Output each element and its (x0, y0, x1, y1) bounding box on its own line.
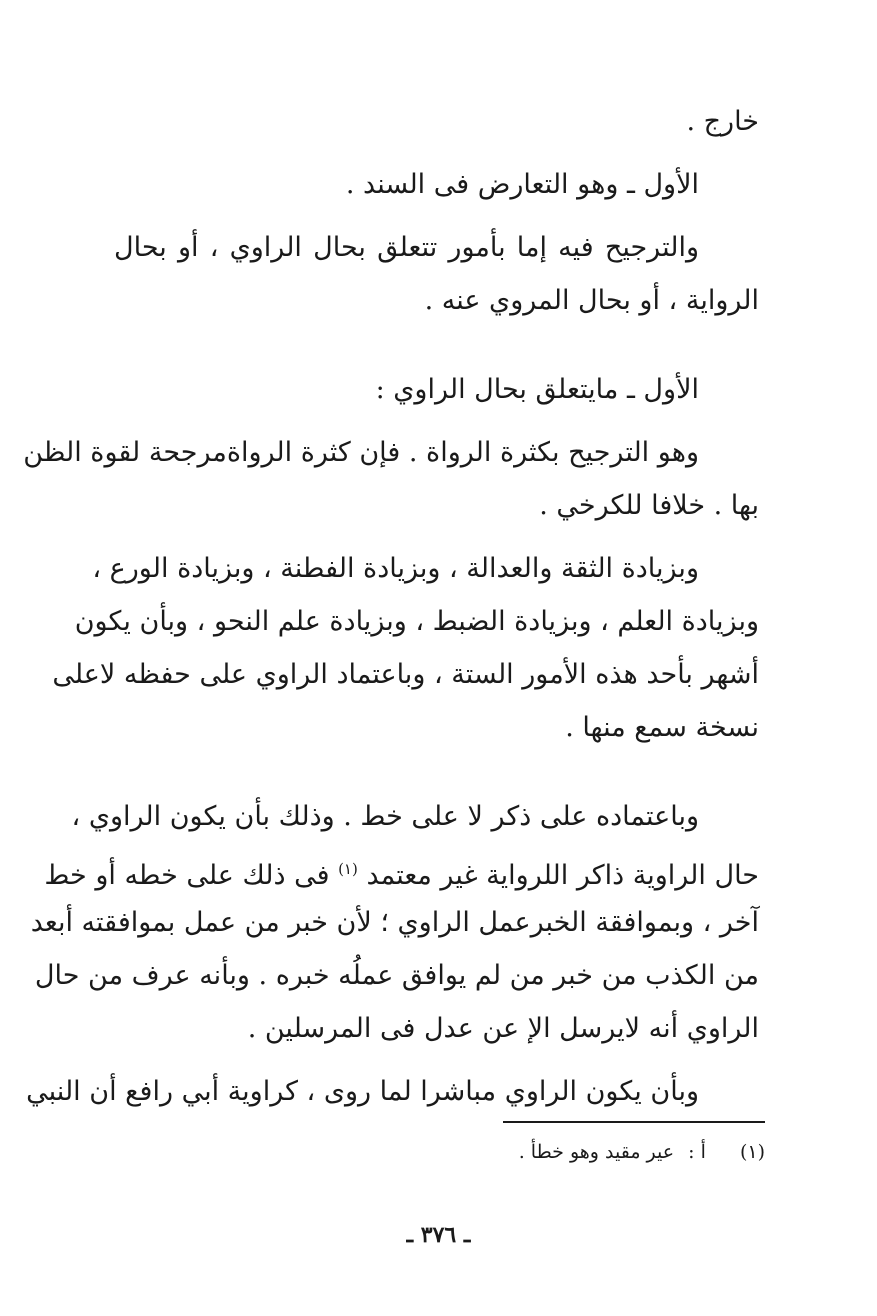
text-line: أشهر بأحد هذه الأمور الستة ، وباعتماد الراوي على حفظه لاعلى (52, 659, 759, 690)
text-line: خارج . (686, 106, 759, 137)
footnote-text: عير مقيد وهو خطأ . (518, 1141, 675, 1163)
text-line (44, 843, 759, 896)
page-number: ـ ٣٧٦ ـ (406, 1222, 471, 1248)
text-line: وهو الترجيح بكثرة الرواة . فإن كثرة الرواةمرجحة لقوة الظن (23, 437, 699, 468)
text-line: وباعتماده على ذكر لا على خط . وذلك بأن يكون الراوي ، (71, 801, 699, 832)
text-line: والترجيح فيه إما بأمور تتعلق بحال الراوي ، أو بحال (114, 232, 699, 263)
footnote-source: أ (700, 1141, 706, 1163)
footnote (365, 1138, 765, 1166)
footnote-number: (١) (739, 1141, 765, 1163)
footnote-separator: : (688, 1141, 695, 1163)
footnote-divider (503, 1121, 765, 1123)
text-segment: حال الراوية ذاكر اللرواية غير معتمد (366, 860, 759, 891)
text-line: بها . خلافا للكرخي . (539, 490, 759, 521)
body-text (23, 95, 759, 1118)
footnote-reference: (١) (338, 860, 358, 878)
text-line: وبزيادة الثقة والعدالة ، وبزيادة الفطنة ، وبزيادة الورع ، (92, 553, 699, 584)
text-line: آخر ، وبموافقة الخبرعمل الراوي ؛ لأن خبر من عمل بموافقته أبعد (30, 907, 759, 938)
text-line: وبزيادة العلم ، وبزيادة الضبط ، وبزيادة علم النحو ، وبأن يكون (74, 606, 759, 637)
text-line: من الكذب من خبر من لم يوافق عملُه خبره . وبأنه عرف من حال (34, 960, 759, 991)
text-line: وبأن يكون الراوي مباشرا لما روى ، كراوية أبي رافع أن النبي (26, 1076, 699, 1107)
text-line: الراوي أنه لايرسل الإ عن عدل فى المرسلين . (247, 1013, 759, 1044)
text-segment: فى ذلك على خطه أو خط (44, 860, 339, 891)
text-line: الرواية ، أو بحال المروي عنه . (424, 285, 759, 316)
text-line: نسخة سمع منها . (565, 712, 759, 743)
section-heading: الأول ـ مايتعلق بحال الراوي : (375, 374, 699, 405)
text-line: الأول ـ وهو التعارض فى السند . (345, 169, 699, 200)
